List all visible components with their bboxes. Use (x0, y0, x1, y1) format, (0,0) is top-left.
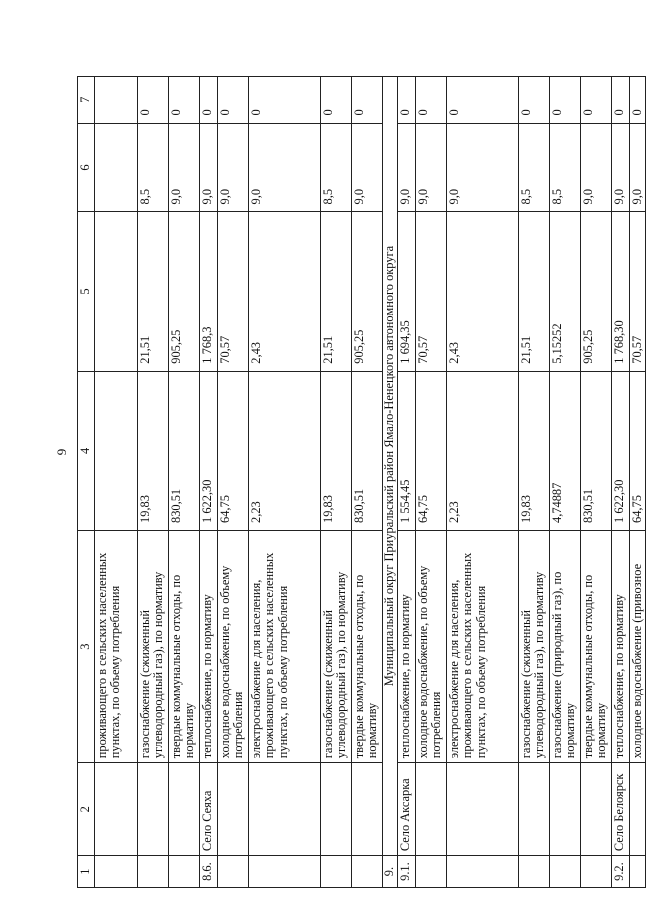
service-description: холодное водоснабжение (привозное (630, 530, 646, 762)
tariff-value-col6: 9,0 (630, 123, 646, 212)
settlement-name (416, 763, 447, 856)
settlement-name (581, 763, 612, 856)
page-number: 9 (54, 448, 69, 456)
tariff-value-col7: 0 (352, 77, 383, 124)
row-number: 9.2. (612, 856, 630, 888)
service-description: твердые коммунальные отходы, по нормативу (352, 530, 383, 762)
settlement-name (519, 763, 550, 856)
table-row (169, 77, 200, 888)
tariff-value-col5: 70,57 (218, 212, 249, 371)
settlement-name: Село Аксарка (398, 763, 416, 856)
table-row (249, 77, 321, 888)
tariff-value-col7: 0 (398, 77, 416, 124)
service-description: электроснабжение для населения, проживающего в сельских населенных пунктах, по объему потребления (447, 530, 519, 762)
table-row (95, 77, 138, 888)
tariff-value-col5: 2,43 (249, 212, 321, 371)
tariff-value-col4: 19,83 (138, 371, 169, 530)
settlement-name (550, 763, 581, 856)
table-row (550, 77, 581, 888)
tariff-value-col5: 70,57 (416, 212, 447, 371)
row-number (352, 856, 383, 888)
tariff-value-col7: 0 (416, 77, 447, 124)
tariff-value-col4: 64,75 (630, 371, 646, 530)
row-number (416, 856, 447, 888)
tariff-value-col4: 1 554,45 (398, 371, 416, 530)
row-number (447, 856, 519, 888)
tariff-value-col4: 1 622,30 (612, 371, 630, 530)
table-row (447, 77, 519, 888)
tariff-value-col4: 19,83 (321, 371, 352, 530)
table-row (200, 77, 218, 888)
row-number: 8.6. (200, 856, 218, 888)
header-cell-4: 4 (78, 371, 95, 530)
table-row (321, 77, 352, 888)
header-cell-5: 5 (78, 212, 95, 371)
tariff-value-col6: 9,0 (398, 123, 416, 212)
tariff-value-col4: 2,23 (447, 371, 519, 530)
table-row (398, 77, 416, 888)
tariff-value-col7: 0 (630, 77, 646, 124)
tariff-value-col4: 64,75 (218, 371, 249, 530)
tariff-value-col5: 1 768,3 (200, 212, 218, 371)
tariff-value-col6: 9,0 (218, 123, 249, 212)
settlement-name (321, 763, 352, 856)
tariff-value-col5 (95, 212, 138, 371)
service-description: газоснабжение (сжиженный углеводородный газ), по нормативу (321, 530, 352, 762)
header-cell-1: 1 (78, 856, 95, 888)
tariff-value-col7: 0 (321, 77, 352, 124)
tariff-value-col5: 1 694,35 (398, 212, 416, 371)
tariff-value-col5: 1 768,30 (612, 212, 630, 371)
table-row (519, 77, 550, 888)
table-row (352, 77, 383, 888)
service-description: холодное водоснабжение, по объему потребления (416, 530, 447, 762)
region-title: Муниципальный округ Приуральский район Ямало-Ненецкого автономного округа (383, 77, 398, 856)
table-row (416, 77, 447, 888)
table-row (218, 77, 249, 888)
tariff-value-col5: 5,15252 (550, 212, 581, 371)
service-description: газоснабжение (природный газ), по нормативу (550, 530, 581, 762)
tariff-value-col6: 9,0 (169, 123, 200, 212)
row-number (581, 856, 612, 888)
tariff-value-col4: 1 622,30 (200, 371, 218, 530)
tariff-value-col5: 905,25 (581, 212, 612, 371)
row-number (95, 856, 138, 888)
settlement-name (352, 763, 383, 856)
table-row (630, 77, 646, 888)
tariff-value-col5: 905,25 (352, 212, 383, 371)
tariff-value-col7: 0 (169, 77, 200, 124)
tariff-value-col7: 0 (550, 77, 581, 124)
tariff-value-col5: 21,51 (321, 212, 352, 371)
service-description: теплоснабжение, по нормативу (612, 530, 630, 762)
tariff-value-col7: 0 (218, 77, 249, 124)
tariff-value-col6 (95, 123, 138, 212)
row-number (519, 856, 550, 888)
row-number: 9.1. (398, 856, 416, 888)
row-number (138, 856, 169, 888)
tariff-value-col6: 8,5 (519, 123, 550, 212)
tariff-value-col4: 64,75 (416, 371, 447, 530)
tariff-value-col5: 70,57 (630, 212, 646, 371)
tariff-value-col6: 9,0 (200, 123, 218, 212)
row-number (630, 856, 646, 888)
region-row (383, 77, 398, 888)
tariff-value-col7: 0 (447, 77, 519, 124)
tariff-value-col6: 9,0 (581, 123, 612, 212)
tariff-value-col6: 9,0 (416, 123, 447, 212)
tariff-value-col6: 9,0 (612, 123, 630, 212)
settlement-name: Село Белоярск (612, 763, 630, 856)
service-description: электроснабжение для населения, проживающего в сельских населенных пунктах, по объему потребления (249, 530, 321, 762)
row-number (550, 856, 581, 888)
tariff-value-col6: 8,5 (550, 123, 581, 212)
tariff-value-col7: 0 (249, 77, 321, 124)
service-description: проживающего в сельских населенных пунктах, по объему потребления (95, 530, 138, 762)
tariff-value-col7: 0 (519, 77, 550, 124)
service-description: газоснабжение (сжиженный углеводородный газ), по нормативу (519, 530, 550, 762)
tariff-value-col6: 9,0 (447, 123, 519, 212)
header-cell-2: 2 (78, 763, 95, 856)
tariff-value-col4: 830,51 (581, 371, 612, 530)
settlement-name: Село Сеяха (200, 763, 218, 856)
settlement-name (95, 763, 138, 856)
row-number (169, 856, 200, 888)
service-description: теплоснабжение, по нормативу (398, 530, 416, 762)
tariff-value-col7: 0 (581, 77, 612, 124)
tariff-value-col5: 905,25 (169, 212, 200, 371)
tariff-value-col6: 8,5 (321, 123, 352, 212)
table-row (581, 77, 612, 888)
settlement-name (630, 763, 646, 856)
row-number (321, 856, 352, 888)
service-description: газоснабжение (сжиженный углеводородный газ), по нормативу (138, 530, 169, 762)
tariff-value-col7: 0 (138, 77, 169, 124)
header-cell-6: 6 (78, 123, 95, 212)
tariff-value-col6: 9,0 (249, 123, 321, 212)
settlement-name (169, 763, 200, 856)
row-number (249, 856, 321, 888)
header-cell-3: 3 (78, 530, 95, 762)
table-row (612, 77, 630, 888)
tariff-value-col4 (95, 371, 138, 530)
tariff-value-col5: 2,43 (447, 212, 519, 371)
tariff-value-col7 (95, 77, 138, 124)
tariff-value-col7: 0 (200, 77, 218, 124)
tariff-value-col4: 830,51 (352, 371, 383, 530)
settlement-name (447, 763, 519, 856)
tariff-value-col7: 0 (612, 77, 630, 124)
rotated-page-content (77, 76, 644, 888)
service-description: твердые коммунальные отходы, по нормативу (581, 530, 612, 762)
header-row (78, 77, 95, 888)
settlement-name (249, 763, 321, 856)
tariff-value-col4: 4,74887 (550, 371, 581, 530)
service-description: твердые коммунальные отходы, по нормативу (169, 530, 200, 762)
row-number (218, 856, 249, 888)
tariff-value-col5: 21,51 (519, 212, 550, 371)
region-number: 9. (383, 856, 398, 888)
settlement-name (138, 763, 169, 856)
tariff-value-col6: 8,5 (138, 123, 169, 212)
tariff-value-col4: 830,51 (169, 371, 200, 530)
service-description: теплоснабжение, по нормативу (200, 530, 218, 762)
tariff-value-col6: 9,0 (352, 123, 383, 212)
table-row (138, 77, 169, 888)
tariff-value-col5: 21,51 (138, 212, 169, 371)
tariff-value-col4: 19,83 (519, 371, 550, 530)
tariff-value-col4: 2,23 (249, 371, 321, 530)
header-cell-7: 7 (78, 77, 95, 124)
tariff-table (77, 76, 646, 888)
settlement-name (218, 763, 249, 856)
service-description: холодное водоснабжение, по объему потребления (218, 530, 249, 762)
